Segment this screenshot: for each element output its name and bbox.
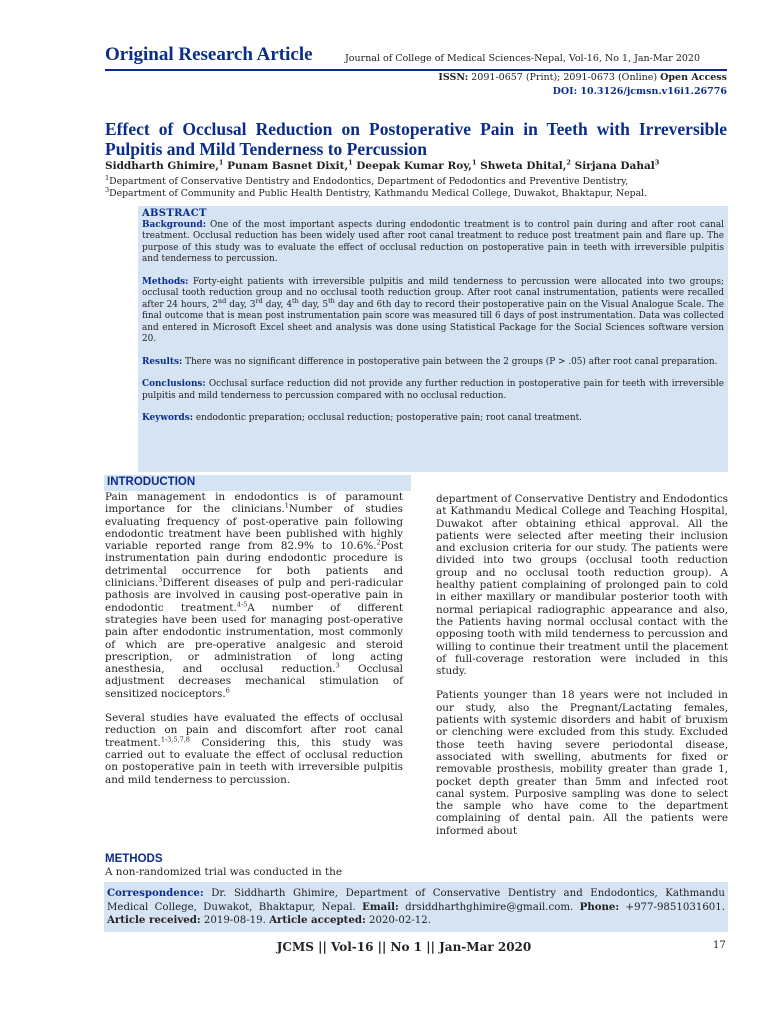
- methods-text: day and 6th day to record their postoperative pain on the Visual Analogue Scale. The final outcome that is mean post instrumentation pain score was measured till 6 days of post instrumentation. Data was collected and entered in Microsoft Excel sheet and analysis was done using Statistical Package for the Social Sciences software version 20.: [142, 299, 724, 344]
- introduction-heading: INTRODUCTION: [107, 476, 196, 488]
- body-paragraph: Patients younger than 18 years were not included in our study, also the Pregnant/Lactating females, patients with systemic disorders and habit of bruxism or clenching were excluded from this study. Excluded those teeth having severe periodontal disease, associated with swelling, abutments for fixed or removable prosthesis, mobility greater than grade 1, pocket depth greater than 5mm and infected root canal system. Purposive sampling was done to select the sample who have come to the department complaining of dental pain. All the patients were informed about: [436, 689, 728, 837]
- citation-sup: 4-5: [236, 600, 248, 609]
- intro-text: Number of studies evaluating frequency of post-operative pain following endodontic treatment have been published with highly variable reported range from 82.9% to 10.6%.: [105, 503, 403, 553]
- abstract-background: [142, 220, 724, 266]
- phone-number: +977-9851031601.: [619, 901, 726, 913]
- intro-text: A number of different strategies have been used for managing post-operative pain after endodontic instrumentation, most commonly of which are pre-operative analgesic and steroid prescription, or administration of long acting anesthesia, and occlusal reduction.: [105, 601, 403, 676]
- abstract-content: [142, 208, 724, 436]
- author-name: Punam Basnet Dixit,: [223, 160, 349, 172]
- received-label: Article received:: [107, 914, 201, 926]
- affiliation-3: Department of Community and Public Health Dentistry, Kathmandu Medical College, Duwakot, Bhaktapur, Nepal.: [109, 188, 648, 199]
- citation-sup: 6: [225, 686, 230, 695]
- journal-citation: Journal of College of Medical Sciences-Nepal, Vol-16, No 1, Jan-Mar 2020: [345, 53, 701, 64]
- citation-sup: 1: [284, 501, 289, 510]
- issn-line: [438, 72, 727, 83]
- header-divider: [105, 69, 727, 71]
- intro-text: Considering this, this study was carried out to evaluate the effect of occlusal reduction on postoperative pain in teeth with irreversible pulpitis and mild tenderness to percussion.: [105, 736, 403, 786]
- intro-text: Pain management in endodontics is of paramount importance for the clinicians.: [105, 491, 403, 516]
- author-name: Sirjana Dahal: [570, 160, 655, 172]
- citation-sup: 3: [158, 575, 163, 584]
- background-text: One of the most important aspects during endodontic treatment is to control pain during and after root canal treatment. Occlusal reduction has been widely used after root canal treatment to reduce post treatment pain and flare up. The purpose of this study was to evaluate the effect of occlusal reduction on postoperative pain in teeth with irreversible pulpitis and tenderness to percussion.: [142, 219, 724, 264]
- article-title: Effect of Occlusal Reduction on Postoperative Pain in Teeth with Irreversible Pulpitis and Mild Tenderness to Percussion: [105, 119, 727, 159]
- results-label: Results:: [142, 356, 183, 367]
- abstract-conclusions: [142, 379, 724, 402]
- page-footer: [0, 940, 768, 954]
- abstract-keywords: [142, 413, 724, 425]
- affiliations: [105, 173, 727, 200]
- doi-link[interactable]: DOI: 10.3126/jcmsn.v16i1.26776: [552, 86, 727, 97]
- aff-sup: 1: [105, 173, 110, 182]
- author-sup: 1: [471, 158, 477, 167]
- body-paragraph: department of Conservative Dentistry and Endodontics at Kathmandu Medical College and Teaching Hospital, Duwakot after obtaining ethical approval. All the patients were selected after meeting their inclusion and exclusion criteria for our study. The patients were divided into two groups (occlusal tooth reduction group and no occlusal tooth reduction group). A healthy patient complaining of prolonged pain to cold in either maxillary or mandibular posterior tooth with normal periapical radiographic appearance and also, the Patients having normal occlusal contact with the opposing tooth with mild tenderness to percussion and willing to continue their treatment until the placement of full-coverage restoration were included in this study.: [436, 493, 728, 678]
- background-label: Background:: [142, 219, 206, 230]
- methods-text: day, 4: [262, 299, 293, 310]
- received-date: 2019-08-19.: [200, 915, 270, 926]
- abstract-results: [142, 357, 724, 369]
- keywords-text: endodontic preparation; occlusal reduction; postoperative pain; root canal treatment.: [193, 413, 582, 423]
- email-label: Email:: [362, 900, 399, 913]
- ordinal-sup: th: [328, 296, 335, 305]
- correspondence-text: [107, 887, 725, 928]
- author-name: Deepak Kumar Roy,: [352, 160, 472, 172]
- citation-sup: 1-3,5,7,8: [160, 735, 190, 744]
- results-text: There was no significant difference in postoperative pain between the 2 groups (P > .05) after root canal preparation.: [182, 356, 718, 367]
- methods-label: Methods:: [142, 276, 189, 287]
- conclusions-label: Conclusions:: [142, 379, 206, 389]
- author-sup: 3: [654, 158, 660, 167]
- author-sup: 1: [218, 158, 224, 167]
- accepted-date: 2020-02-12.: [365, 915, 431, 926]
- correspondence-address: Dr. Siddharth Ghimire, Department of Conservative Dentistry and Endodontics, Kathmandu Medical College, Duwakot, Bhaktapur, Nepal.: [107, 888, 725, 913]
- ordinal-sup: th: [292, 296, 299, 305]
- author-name: Siddharth Ghimire,: [105, 160, 219, 172]
- issn-value: 2091-0657 (Print); 2091-0673 (Online): [471, 72, 658, 83]
- intro-text: Several studies have evaluated the effects of occlusal reduction on pain and discomfort after root canal treatment.: [105, 712, 403, 749]
- methods-body: A non-randomized trial was conducted in the: [105, 866, 343, 878]
- intro-paragraph: [105, 712, 403, 786]
- accepted-label: Article accepted:: [269, 914, 366, 926]
- citation-sup: 2: [376, 538, 381, 547]
- abstract-heading: ABSTRACT: [142, 208, 207, 219]
- open-access-label: Open Access: [660, 72, 727, 83]
- affiliation-1: Department of Conservative Dentistry and Endodontics, Department of Pedodontics and Preventive Dentistry,: [109, 176, 629, 187]
- keywords-label: Keywords:: [142, 413, 194, 423]
- methods-text: day, 3: [226, 299, 256, 310]
- issn-label: ISSN:: [438, 72, 469, 83]
- methods-heading: METHODS: [105, 853, 163, 865]
- ordinal-sup: nd: [217, 296, 227, 305]
- author-name: Shweta Dhital,: [476, 160, 567, 172]
- phone-label: Phone:: [579, 900, 620, 913]
- aff-sup: 3: [105, 185, 110, 194]
- right-column-body: [436, 493, 728, 849]
- page-number: 17: [713, 940, 726, 951]
- intro-text: Different diseases of pulp and peri-radicular pathosis are involved in causing post-operative pain in endodontic treatment.: [105, 577, 403, 614]
- author-sup: 1: [348, 158, 353, 167]
- conclusions-text: Occlusal surface reduction did not provide any further reduction in postoperative pain for teeth with irreversible pulpitis and mild tenderness to percussion compared with no occlusal reduction.: [142, 379, 724, 401]
- ordinal-sup: rd: [255, 296, 263, 305]
- article-type: Original Research Article: [105, 44, 313, 65]
- abstract-methods: [142, 277, 724, 346]
- intro-text: Post instrumentation pain during endodontic procedure is detrimental occurrence for both patients and clinicians.: [105, 540, 403, 590]
- introduction-body: [105, 491, 403, 798]
- author-sup: 2: [566, 158, 571, 167]
- author-list: [105, 160, 659, 172]
- email-address[interactable]: drsiddharthghimire@gmail.com.: [398, 901, 574, 913]
- correspondence-label: Correspondence:: [107, 887, 204, 899]
- citation-sup: 3: [335, 661, 340, 670]
- intro-paragraph: [105, 491, 403, 700]
- methods-text: Forty-eight patients with irreversible pulpitis and mild tenderness to percussion were allocated into two groups; occlusal tooth reduction group and no occlusal tooth reduction group. After root canal instrumentation, patients were recalled after 24 hours, 2: [142, 276, 724, 310]
- footer-text: JCMS || Vol-16 || No 1 || Jan-Mar 2020: [276, 940, 532, 954]
- methods-text: day, 5: [298, 299, 329, 310]
- intro-text: Occlusal adjustment decreases mechanical stimulation of sensitized nociceptors.: [105, 663, 403, 700]
